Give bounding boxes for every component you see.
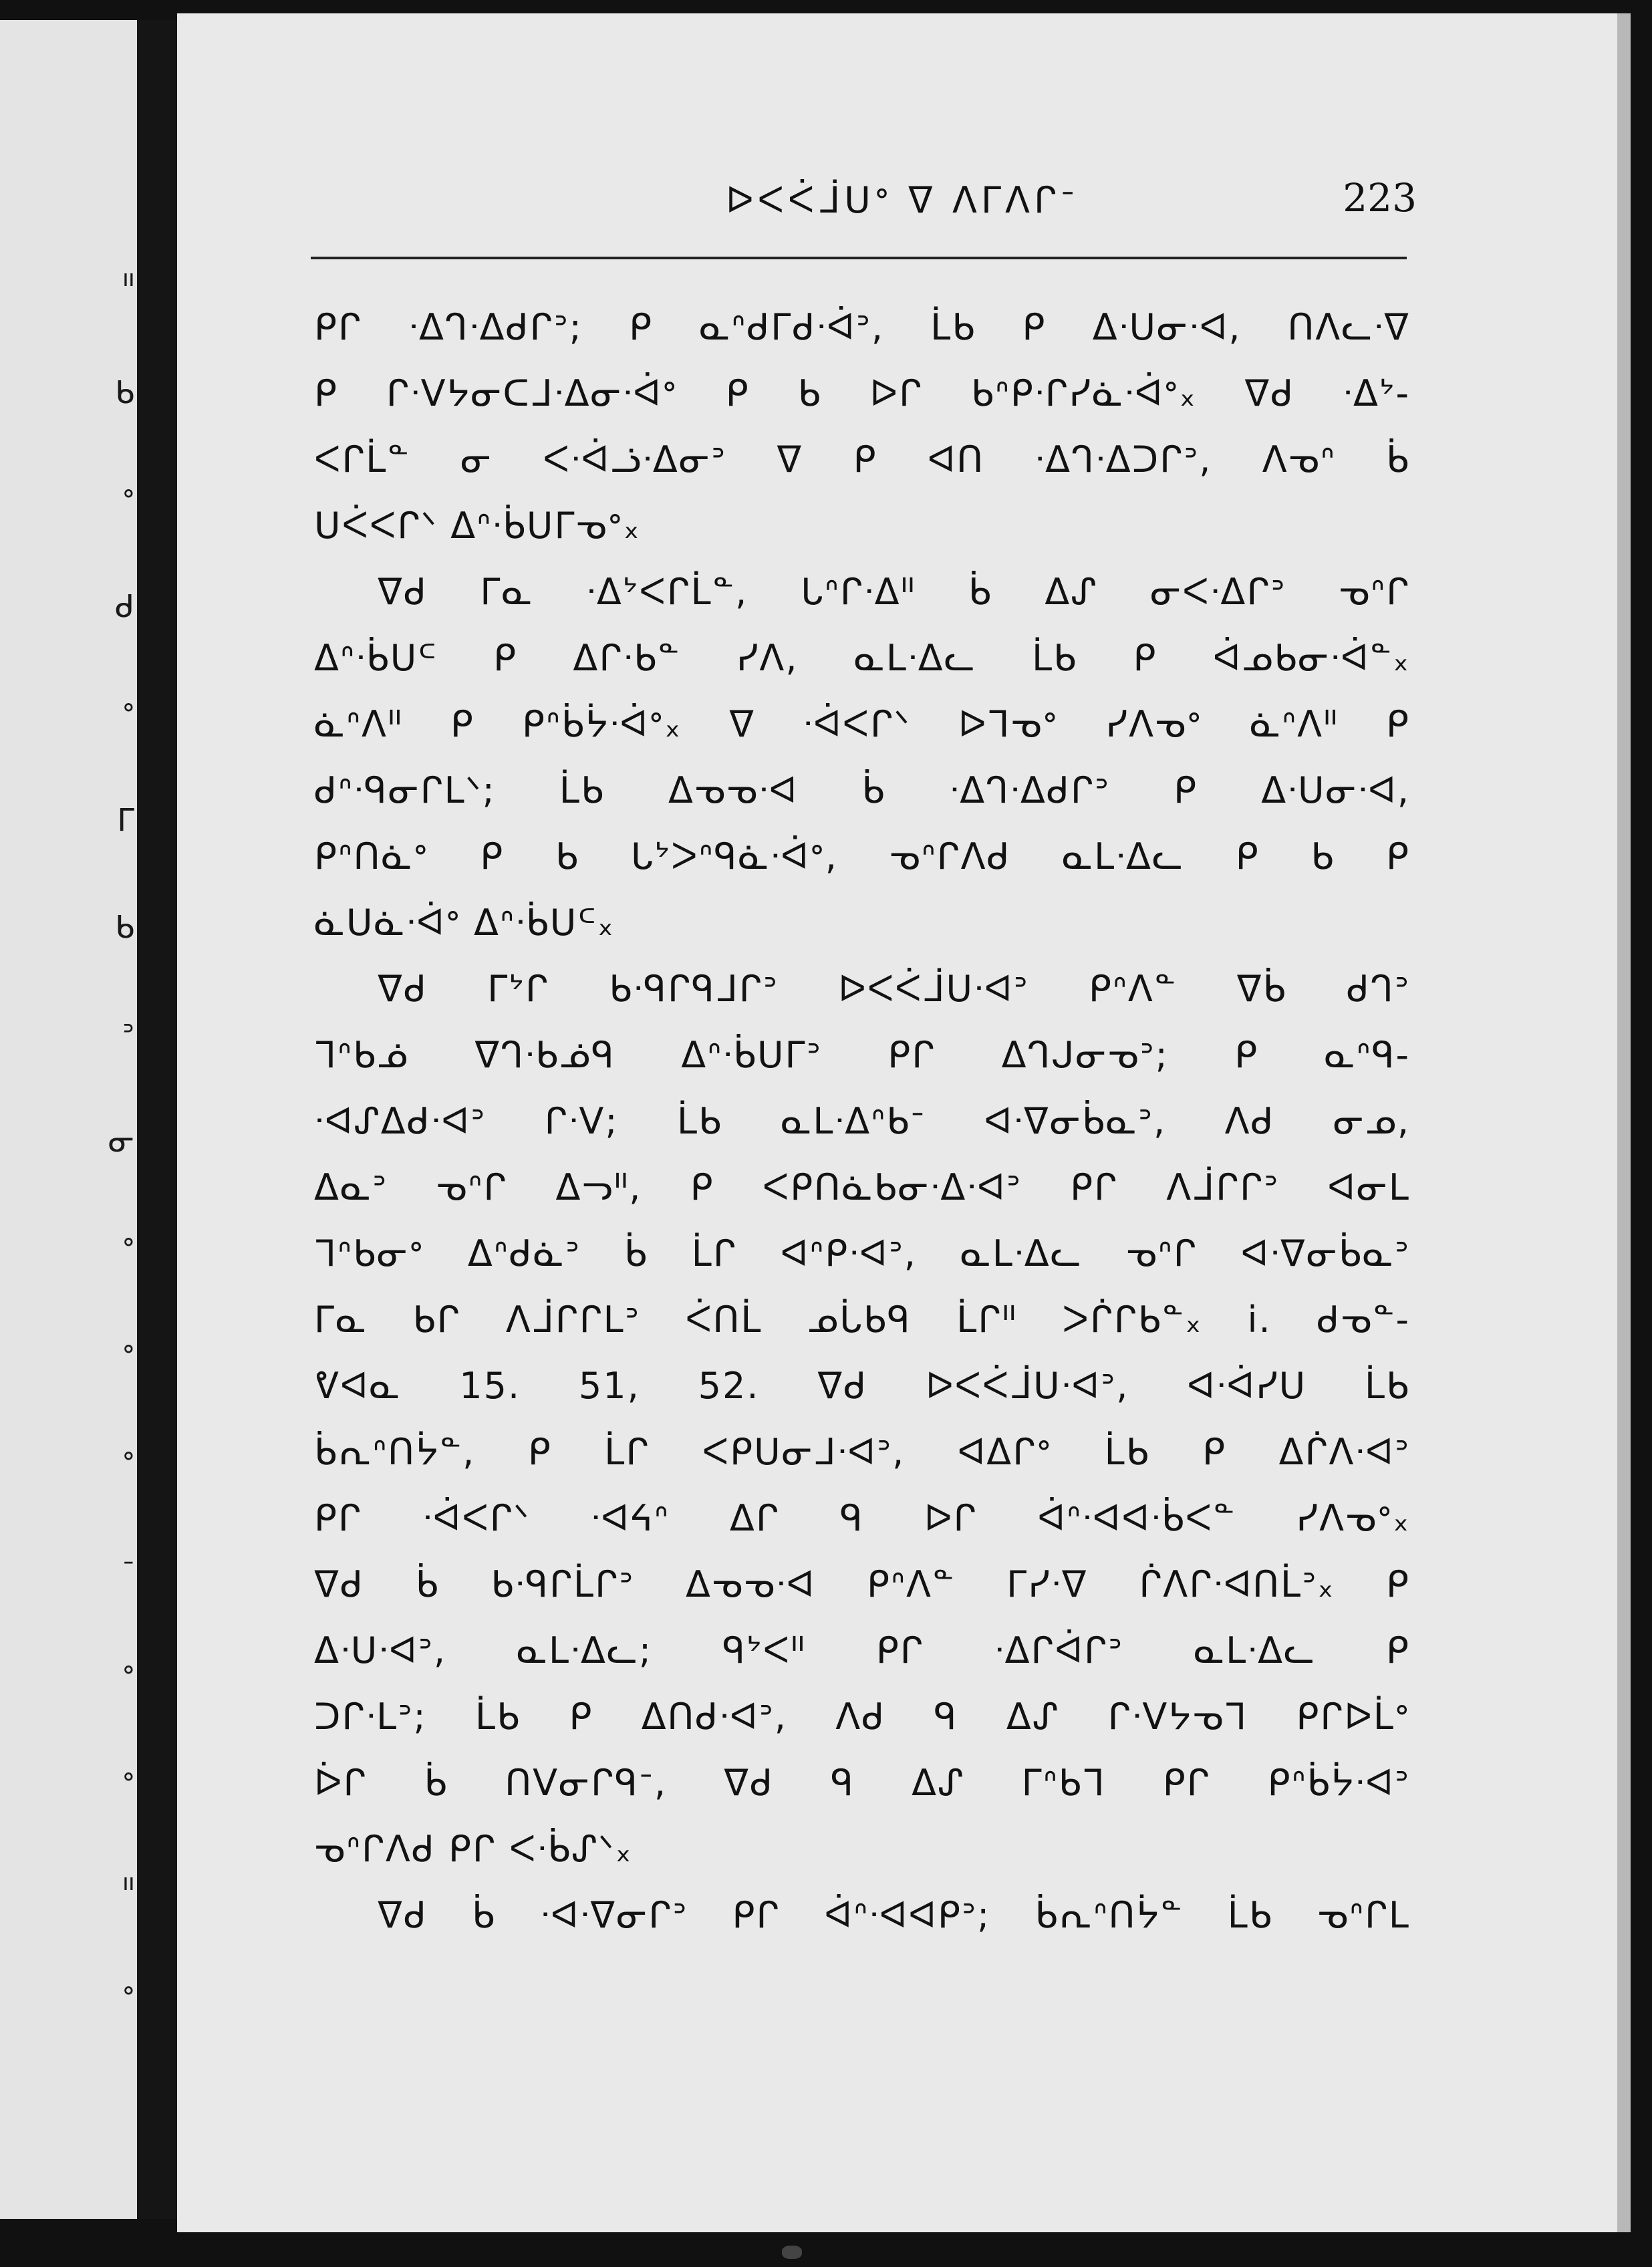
facing-page-fragment: ᒥ	[117, 802, 134, 838]
text-line: ᑭᒋ ᐧᐋᐸᒋᐠ ᐧᐊᔦᐢ ᐃᒋ ᑫ ᐅᒋ ᐋᐢᐧᐊᐊᐧᑳᐸᓐ ᓯᐱᓀᐤ᙮	[314, 1497, 1410, 1539]
text-line: ᓈᑌᓈᐧᐋᐤ ᐃᐢᐧᑳᑌᒼ᙮	[314, 902, 615, 944]
facing-page-fragment: ᐤ	[122, 1657, 134, 1694]
facing-page-fragment: ᑯ	[115, 588, 134, 624]
text-line: ᒥᓇ ᑲᒋ ᐱᒨᒋᒋᒪᐣ ᐹᑎᒫ ᓄᒑᑲᑫ ᒫᒋᐦ ᐳᒌᒋᑲᓐ᙮ i. ᑯᓀᓐ-	[314, 1299, 1410, 1341]
facing-page-fragment: ᐦ	[122, 1871, 134, 1907]
text-line: ᑭᐢᑎᓈᐤ ᑭ ᑲ ᒐᔾᐳᐢᑫᓈᐧᐋᐤ, ᓀᐢᒋᐱᑯ ᓇᒪᐧᐃᓚ ᑭ ᑲ ᑭ	[314, 835, 1410, 878]
text-line: ᐧᐊᔑᐃᑯᐧᐊᐣ ᒋᐧᐯ; ᒫᑲ ᓇᒪᐧᐃᐢᑲᐨ ᐊᐧᐁᓂᑳᓇᐣ, ᐱᑯ ᓂᓄ,	[314, 1100, 1410, 1142]
facing-page-fragment: ᓂ	[108, 1123, 134, 1159]
text-line: ᑭᒋ ᐧᐃᒉᐧᐃᑯᒋᐣ; ᑭ ᓇᐢᑯᒥᑯᐧᐋᐣ, ᒫᑲ ᑭ ᐃᐧᑌᓂᐧᐊ, ᑎᐱᓚᐧᐁ	[314, 306, 1410, 348]
scan-artifact-mark	[782, 2246, 802, 2259]
page-number: 223	[1343, 175, 1417, 221]
text-line: ᐁᑯ ᒥᔾᒋ ᑲᐧᑫᒋᑫᒧᒋᐣ ᐅᐸᐹᒨᑌᐧᐊᐣ ᑭᐢᐱᓐ ᐁᑳ ᑯᒉᐣ	[378, 968, 1410, 1010]
text-line: ᓀᐢᒋᐱᑯ ᑭᒋ ᐸᐧᑳᔑᐠ᙮	[314, 1828, 633, 1870]
text-line: ᐃᓇᐣ ᓀᐢᒋ ᐃᓓᐦ, ᑭ ᐸᑭᑎᓈᑲᓂᐧᐃᐧᐊᐣ ᑭᒋ ᐱᒨᒋᒋᐣ ᐊᓂᒪ	[314, 1166, 1410, 1208]
facing-page-fragment: ᐤ	[122, 695, 134, 731]
book-gutter	[137, 20, 177, 2219]
facing-page-fragment: ᐤ	[122, 1444, 134, 1480]
text-line: ᑭ ᒋᐧᐯᔭᓂᑕᒧᐧᐃᓂᐧᐋᐤ ᑭ ᑲ ᐅᒋ ᑲᐢᑭᐧᒋᓯᓈᐧᐋᐤ᙮ ᐁᑯ ᐧᐃᔾ-	[314, 372, 1410, 414]
text-line: ᐃᐢᐧᑳᑌᒼ ᑭ ᐃᒋᐧᑲᓐ ᓯᐱ, ᓇᒪᐧᐃᓚ ᒫᑲ ᑭ ᐋᓄᑲᓂᐧᐋᓐ᙮	[314, 637, 1410, 679]
header-rule	[311, 257, 1407, 259]
facing-page-fragment: ᑲ	[115, 374, 134, 410]
facing-page-fragment: ᐤ	[122, 1764, 134, 1801]
facing-page-fragment: ᐣ	[122, 1016, 134, 1052]
text-line: ᐁᑯ ᑳ ᑲᐧᑫᒋᒫᒋᐣ ᐃᓀᓀᐧᐊ ᑭᐢᐱᓐ ᒥᓯᐧᐁ ᒌᐱᒋᐧᐊᑎᒫᐣ᙮ ᑭ	[314, 1563, 1410, 1605]
page-edge-shadow	[1617, 13, 1631, 2232]
text-line: ᑌᐹᐸᒋᐠ ᐃᐢᐧᑳᑌᒥᓀᐤ᙮	[314, 505, 641, 547]
facing-page-fragment: ᑲ	[115, 909, 134, 945]
text-line: ᓈᐢᐱᐦ ᑭ ᑭᐢᑳᔮᐧᐋᐤ᙮ ᐁ ᐧᐋᐸᒋᐠ ᐅᒣᓀᐤ ᓯᐱᓀᐤ ᓈᐢᐱᐦ ᑭ	[314, 703, 1410, 745]
text-line: ᐸᒋᒫᓐ ᓂ ᐸᐧᐋᓘᐧᐃᓂᐣ ᐁ ᑭ ᐊᑎ ᐧᐃᒉᐧᐃᑐᒋᐣ, ᐱᓀᐢ ᑳ	[314, 438, 1410, 481]
text-line: ᐃᐧᑌᐧᐊᐣ, ᓇᒪᐧᐃᓚ; ᑫᔾᐸᐦ ᑭᒋ ᐧᐃᒋᐋᒋᐣ ᓇᒪᐧᐃᓚ ᑭ	[314, 1629, 1410, 1672]
text-line: ᐁᑯ ᒥᓇ ᐧᐃᔾᐸᒋᒫᓐ, ᒐᐢᒋᐧᐃᐦ ᑳ ᐃᔑ ᓂᐸᐧᐃᒋᐣ ᓀᐢᒋ	[378, 571, 1410, 613]
facing-page-fragment: ᐤ	[122, 1978, 134, 2014]
text-line: ᑯᐢᐧᑫᓂᒋᒪᐠ; ᒫᑲ ᐃᓀᓀᐧᐊ ᑳ ᐧᐃᒉᐧᐃᑯᒋᐣ ᑭ ᐃᐧᑌᓂᐧᐊ,	[314, 769, 1410, 811]
facing-page-fragment: ᐦ	[122, 267, 134, 303]
text-line: ᕓᐊᓇ 15. 51, 52. ᐁᑯ ᐅᐸᐹᒨᑌᐧᐊᐣ, ᐊᐧᐋᓯᑌ ᒫᑲ	[314, 1365, 1410, 1407]
facing-page-fragment: ᐤ	[122, 1230, 134, 1266]
text-line: ᑳᕆᐢᑎᔮᓐ, ᑭ ᒫᒋ ᐸᑭᑌᓂᒧᐧᐊᐣ, ᐊᐃᒋᐤ ᒫᑲ ᑭ ᐃᒌᐱᐧᐊᐣ	[314, 1431, 1410, 1473]
facing-page-edge	[0, 20, 141, 2219]
text-line: ᒣᐢᑲᓂᐤ ᐃᐢᑯᓈᐣ ᑳ ᒫᒋ ᐊᐢᑭᐧᐊᐣ, ᓇᒪᐧᐃᓚ ᓀᐢᒋ ᐊᐧᐁᓂᑳᓇᐣ	[314, 1232, 1410, 1275]
text-line: ᐁᑯ ᑳ ᐧᐊᐧᐁᓂᒋᐣ ᑭᒋ ᐋᐢᐧᐊᐊᑭᐣ; ᑳᕆᐢᑎᔮᓐ ᒫᑲ ᓀᐢᒋᒪ	[378, 1894, 1410, 1936]
text-line: ᐆᒋ ᑳ ᑎᐯᓂᒋᑫᐨ, ᐁᑯ ᑫ ᐃᔑ ᒥᐢᑲᒣ ᑭᒋ ᑭᐢᑳᔮᐧᐊᐣ	[314, 1762, 1410, 1804]
facing-page-fragment: ᐤ	[122, 1337, 134, 1373]
text-line: ᒣᐢᑲᓅ ᐁᒉᐧᑲᓅᑫ ᐃᐢᐧᑳᑌᒥᐣ ᑭᒋ ᐃᒉᒍᓂᓀᐣ; ᑭ ᓇᐢᑫ-	[314, 1034, 1410, 1076]
facing-page-fragment: ᐤ	[122, 481, 134, 517]
facing-page-fragment: ᐨ	[122, 1551, 134, 1587]
text-line: ᑐᒋᐧᒪᐣ; ᒫᑲ ᑭ ᐃᑎᑯᐧᐊᐣ, ᐱᑯ ᑫ ᐃᔑ ᒋᐧᐯᔭᓀᒣ ᑭᒋᐅᒫᐤ	[314, 1696, 1410, 1738]
running-head: ᐅᐸᐹᒨᑌᐤ ᐁ ᐱᒥᐱᒋᐨ	[726, 179, 1079, 221]
page-body-text	[314, 294, 1410, 1948]
